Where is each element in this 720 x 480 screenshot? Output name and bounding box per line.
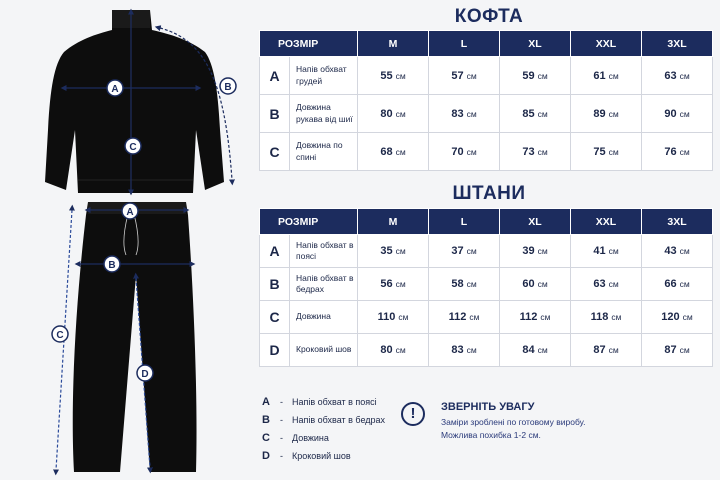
notice-title: ЗВЕРНІТЬ УВАГУ (441, 401, 535, 413)
legend-dash: - (280, 415, 283, 425)
value: 75 (593, 145, 606, 158)
cell-value (429, 301, 500, 334)
exclamation-circle-icon: ! (401, 402, 425, 426)
cell-value (642, 334, 713, 367)
value: 68 (380, 145, 393, 158)
svg-text:B: B (224, 82, 232, 93)
unit: см (608, 345, 619, 355)
cell-value (571, 334, 642, 367)
kofta-header-row (260, 31, 713, 57)
value: 57 (451, 69, 464, 82)
legend-text: Напів обхват в бедрах (292, 415, 386, 425)
header-xl: XL (500, 209, 571, 235)
cell-value (358, 268, 429, 301)
svg-text:B: B (108, 260, 116, 271)
legend-key: B (262, 414, 270, 426)
value: 120 (661, 311, 680, 323)
value: 87 (664, 344, 677, 356)
garment-illustration (0, 0, 250, 480)
value: 87 (593, 344, 606, 356)
unit: см (537, 108, 548, 119)
row-label: Довжина рукава від шиї (290, 95, 358, 133)
row-label: Кроковий шов (290, 334, 358, 367)
value: 37 (451, 245, 464, 257)
cell-value (500, 334, 571, 367)
legend-item (262, 447, 385, 465)
row-letter: A (260, 235, 290, 268)
cell-value (500, 57, 571, 95)
unit: см (466, 279, 477, 289)
value: 55 (380, 69, 393, 82)
unit: см (395, 146, 406, 157)
garment-drawing (0, 0, 250, 480)
value: 85 (522, 107, 535, 120)
table-row (260, 268, 713, 301)
cell-value (642, 301, 713, 334)
shtany-header-row (260, 209, 713, 235)
legend-text: Напів обхват в поясі (292, 397, 377, 407)
header-l: L (429, 31, 500, 57)
cell-value (500, 301, 571, 334)
cell-value (642, 57, 713, 95)
value: 89 (593, 107, 606, 120)
unit: см (679, 279, 690, 289)
unit: см (608, 108, 619, 119)
value: 56 (380, 278, 393, 290)
kofta-size-table (259, 30, 713, 171)
unit: см (466, 108, 477, 119)
unit: см (611, 312, 622, 322)
value: 39 (522, 245, 535, 257)
header-m: M (358, 31, 429, 57)
table-row (260, 334, 713, 367)
unit: см (537, 279, 548, 289)
jacket-marker-a (107, 80, 123, 96)
table-row (260, 57, 713, 95)
value: 60 (522, 278, 535, 290)
value: 58 (451, 278, 464, 290)
cell-value (500, 235, 571, 268)
value: 112 (448, 311, 467, 323)
cell-value (571, 57, 642, 95)
pants-illustration (73, 202, 197, 472)
cell-value (642, 268, 713, 301)
cell-value (571, 235, 642, 268)
legend-text: Кроковий шов (292, 451, 351, 461)
row-label: Довжина по спині (290, 133, 358, 171)
cell-value (429, 57, 500, 95)
svg-text:A: A (111, 84, 119, 95)
cell-value (358, 95, 429, 133)
legend-item (262, 393, 385, 411)
unit: см (537, 146, 548, 157)
row-letter: C (260, 301, 290, 334)
value: 112 (519, 311, 538, 323)
cell-value (571, 268, 642, 301)
row-label: Напів обхват в поясі (290, 235, 358, 268)
value: 76 (664, 145, 677, 158)
kofta-title: КОФТА (454, 6, 524, 27)
unit: см (682, 312, 693, 322)
unit: см (608, 279, 619, 289)
unit: см (540, 312, 551, 322)
value: 83 (451, 107, 464, 120)
header-xxl: XXL (571, 31, 642, 57)
unit: см (395, 246, 406, 256)
row-letter: C (260, 133, 290, 171)
cell-value (358, 334, 429, 367)
legend-key: A (262, 396, 270, 408)
row-letter: A (260, 57, 290, 95)
unit: см (537, 70, 548, 81)
jacket-marker-b (220, 78, 236, 94)
svg-text:C: C (56, 330, 64, 341)
header-xl: XL (500, 31, 571, 57)
value: 90 (664, 107, 677, 120)
cell-value (429, 235, 500, 268)
cell-value (429, 334, 500, 367)
header-xxl: XXL (571, 209, 642, 235)
row-label: Довжина (290, 301, 358, 334)
value: 73 (522, 145, 535, 158)
unit: см (679, 108, 690, 119)
header-size: РОЗМІР (260, 209, 358, 235)
legend-key: C (262, 432, 270, 444)
value: 83 (451, 344, 464, 356)
unit: см (537, 246, 548, 256)
value: 80 (380, 107, 393, 120)
cell-value (571, 133, 642, 171)
legend-key: D (262, 450, 270, 462)
notice-line-1: Заміри зроблені по готовому виробу. (441, 417, 586, 427)
cell-value (500, 95, 571, 133)
measurement-legend (262, 393, 385, 465)
header-3xl: 3XL (642, 31, 713, 57)
value: 118 (590, 311, 609, 323)
unit: см (679, 70, 690, 81)
value: 63 (593, 278, 606, 290)
value: 80 (380, 344, 393, 356)
jacket-marker-c (125, 138, 141, 154)
cell-value (642, 95, 713, 133)
cell-value (642, 235, 713, 268)
unit: см (466, 345, 477, 355)
value: 43 (664, 245, 677, 257)
cell-value (358, 301, 429, 334)
unit: см (398, 312, 409, 322)
header-size: РОЗМІР (260, 31, 358, 57)
unit: см (395, 70, 406, 81)
value: 35 (380, 245, 393, 257)
cell-value (571, 95, 642, 133)
value: 70 (451, 145, 464, 158)
value: 59 (522, 69, 535, 82)
header-m: M (358, 209, 429, 235)
row-letter: B (260, 95, 290, 133)
unit: см (679, 246, 690, 256)
cell-value (571, 301, 642, 334)
unit: см (466, 146, 477, 157)
unit: см (395, 345, 406, 355)
legend-dash: - (280, 397, 283, 407)
table-row (260, 235, 713, 268)
table-row (260, 301, 713, 334)
cell-value (358, 57, 429, 95)
svg-text:D: D (141, 369, 149, 380)
cell-value (642, 133, 713, 171)
pants-marker-a (122, 203, 138, 219)
unit: см (608, 246, 619, 256)
unit: см (608, 146, 619, 157)
row-letter: D (260, 334, 290, 367)
header-l: L (429, 209, 500, 235)
row-letter: B (260, 268, 290, 301)
unit: см (679, 146, 690, 157)
shtany-title: ШТАНИ (452, 183, 526, 204)
table-row (260, 95, 713, 133)
value: 63 (664, 69, 677, 82)
unit: см (679, 345, 690, 355)
shtany-size-table (259, 208, 713, 367)
legend-dash: - (280, 433, 283, 443)
unit: см (537, 345, 548, 355)
pants-marker-c (52, 326, 68, 342)
cell-value (500, 133, 571, 171)
table-row (260, 133, 713, 171)
legend-text: Довжина (292, 433, 329, 443)
unit: см (395, 279, 406, 289)
cell-value (358, 133, 429, 171)
cell-value (429, 268, 500, 301)
legend-item (262, 429, 385, 447)
value: 110 (377, 311, 396, 323)
cell-value (358, 235, 429, 268)
jacket-illustration (45, 10, 224, 193)
value: 66 (664, 278, 677, 290)
svg-text:A: A (126, 207, 134, 218)
row-label: Напів обхват грудей (290, 57, 358, 95)
row-label: Напів обхват в бедрах (290, 268, 358, 301)
cell-value (429, 133, 500, 171)
cell-value (429, 95, 500, 133)
cell-value (500, 268, 571, 301)
header-3xl: 3XL (642, 209, 713, 235)
unit: см (608, 70, 619, 81)
pants-marker-b (104, 256, 120, 272)
legend-dash: - (280, 451, 283, 461)
value: 84 (522, 344, 535, 356)
value: 61 (593, 69, 606, 82)
legend-item (262, 411, 385, 429)
value: 41 (593, 245, 606, 257)
svg-text:C: C (129, 142, 137, 153)
unit: см (466, 70, 477, 81)
pants-marker-d (137, 365, 153, 381)
unit: см (469, 312, 480, 322)
unit: см (466, 246, 477, 256)
notice-line-2: Можлива похибка 1-2 см. (441, 430, 541, 440)
unit: см (395, 108, 406, 119)
